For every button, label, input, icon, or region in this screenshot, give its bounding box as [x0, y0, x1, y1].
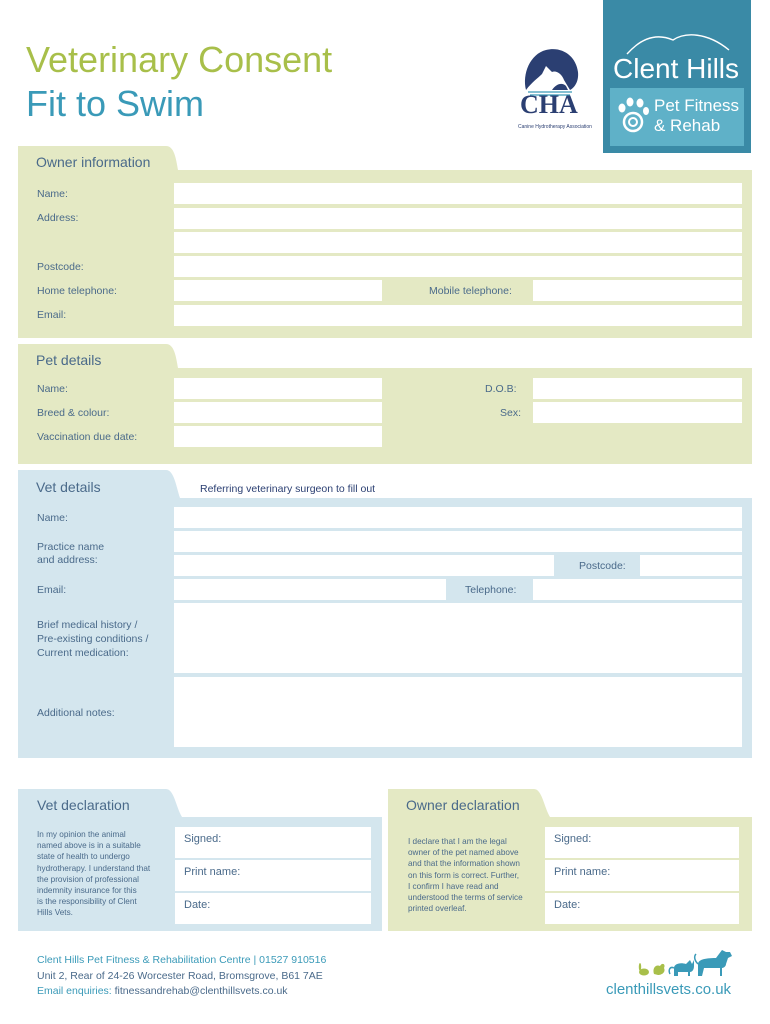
pet-section-title: Pet details	[36, 352, 102, 368]
owner-mobile-tel-label: Mobile telephone:	[429, 285, 512, 297]
footer-address-line: Unit 2, Rear of 24-26 Worcester Road, Bromsgrove, B61 7AE	[37, 970, 323, 982]
title-line-1: Veterinary Consent	[26, 39, 333, 80]
vet-postcode-label: Postcode:	[579, 560, 626, 572]
vet-declaration-line: hydrotherapy. I understand that	[37, 863, 151, 873]
vet-notes-label: Additional notes:	[37, 707, 115, 719]
footer-email-prefix: Email enquiries:	[37, 985, 115, 997]
vet-email-input[interactable]	[174, 579, 446, 600]
owner-declaration-title: Owner declaration	[406, 797, 520, 813]
vet-print-name-field[interactable]	[175, 860, 371, 891]
pet-dob-input[interactable]	[533, 378, 742, 399]
vet-date-label: Date:	[184, 899, 211, 911]
vet-declaration-line: indemnity insurance for this	[37, 886, 137, 896]
owner-declaration-line: on this form is correct. Further,	[408, 870, 520, 880]
owner-print-name-field[interactable]	[545, 860, 739, 891]
vet-declaration-line: state of health to undergo	[37, 852, 130, 862]
owner-declaration-line: I declare that I am the legal	[408, 837, 507, 846]
pet-sex-label: Sex:	[500, 407, 522, 419]
owner-name-input[interactable]	[174, 183, 742, 204]
vet-name-label: Name:	[37, 512, 68, 524]
vet-telephone-input[interactable]	[533, 579, 742, 600]
vet-history-label-3: Current medication:	[37, 647, 129, 659]
owner-email-label: Email:	[37, 309, 67, 321]
vet-history-label-2: Pre-existing conditions /	[37, 633, 149, 645]
pet-name-label: Name:	[37, 383, 68, 395]
pet-vacc-input[interactable]	[174, 426, 382, 447]
title-line-2: Fit to Swim	[26, 83, 205, 124]
vet-section-note: Referring veterinary surgeon to fill out	[200, 483, 376, 495]
owner-print-name-label: Print name:	[554, 866, 611, 878]
vet-notes-textarea[interactable]	[174, 677, 742, 747]
vet-declaration-text	[37, 829, 167, 919]
vet-postcode-input[interactable]	[640, 555, 742, 576]
vet-print-name-label: Print name:	[184, 866, 241, 878]
vet-declaration-line: In my opinion the animal	[37, 830, 126, 839]
vet-history-textarea[interactable]	[174, 603, 742, 673]
owner-home-tel-input[interactable]	[174, 280, 382, 301]
footer-centre-line: Clent Hills Pet Fitness & Rehabilitation Centre | 01527 910516	[37, 954, 327, 966]
vet-practice-input-2[interactable]	[174, 555, 554, 576]
vet-declaration-line: is the responsibility of Clent	[37, 897, 137, 907]
vet-name-input[interactable]	[174, 507, 742, 528]
footer-email-line	[37, 985, 288, 997]
pet-silhouettes-icon	[636, 946, 736, 978]
pet-sex-input[interactable]	[533, 402, 742, 423]
vet-declaration-title: Vet declaration	[37, 797, 130, 813]
owner-address-label: Address:	[37, 212, 79, 224]
owner-name-label: Name:	[37, 188, 68, 200]
owner-postcode-input[interactable]	[174, 256, 742, 277]
paw-swirl-icon	[616, 96, 650, 138]
owner-address-input-2[interactable]	[174, 232, 742, 253]
owner-declaration-line: and that the information shown	[408, 859, 520, 869]
owner-mobile-tel-input[interactable]	[533, 280, 742, 301]
vet-declaration-line: named above is in a suitable	[37, 841, 141, 851]
vet-declaration-line: Hills Vets.	[37, 908, 73, 918]
owner-signed-field[interactable]	[545, 827, 739, 858]
vet-declaration-line: the provision of professional	[37, 874, 139, 884]
owner-declaration-line: owner of the pet named above	[408, 848, 519, 858]
vet-date-field[interactable]	[175, 893, 371, 924]
owner-declaration-text	[408, 836, 542, 914]
owner-postcode-label: Postcode:	[37, 261, 84, 273]
website-link[interactable]: clenthillsvets.co.uk	[606, 981, 732, 998]
brand-sub-line-1: Pet Fitness	[654, 96, 740, 115]
vet-practice-label-1: Practice name	[37, 541, 105, 553]
brand-badge	[603, 0, 751, 153]
vet-email-label: Email:	[37, 584, 67, 596]
owner-date-field[interactable]	[545, 893, 739, 924]
owner-address-input-1[interactable]	[174, 208, 742, 229]
pet-breed-input[interactable]	[174, 402, 382, 423]
pet-breed-label: Breed & colour:	[37, 407, 110, 419]
pet-vacc-label: Vaccination due date:	[37, 431, 138, 443]
vet-practice-label-2: and address:	[37, 554, 98, 566]
cha-logo-subtext: Canine Hydrotherapy Association	[518, 124, 592, 130]
cha-logo-text: CHA	[520, 90, 578, 119]
owner-declaration-line: I confirm I have read and	[408, 881, 499, 891]
owner-section-title: Owner information	[36, 154, 151, 170]
owner-signed-label: Signed:	[554, 833, 592, 845]
vet-signed-field[interactable]	[175, 827, 371, 858]
owner-email-input[interactable]	[174, 305, 742, 326]
pet-dob-label: D.O.B:	[485, 383, 517, 395]
pet-name-input[interactable]	[174, 378, 382, 399]
vet-telephone-label: Telephone:	[465, 584, 517, 596]
vet-practice-input-1[interactable]	[174, 531, 742, 552]
vet-signed-label: Signed:	[184, 833, 222, 845]
brand-sub-panel	[610, 88, 744, 146]
brand-title: Clent Hills	[613, 53, 740, 84]
vet-section-title: Vet details	[36, 479, 101, 495]
owner-declaration-line: printed overleaf.	[408, 904, 467, 914]
brand-sub-line-2: & Rehab	[654, 116, 721, 135]
vet-history-label-1: Brief medical history /	[37, 619, 138, 631]
owner-home-tel-label: Home telephone:	[37, 285, 117, 297]
owner-declaration-line: understood the terms of service	[408, 893, 523, 903]
footer-email-link[interactable]: fitnessandrehab@clenthillsvets.co.uk	[114, 985, 288, 997]
owner-date-label: Date:	[554, 899, 581, 911]
